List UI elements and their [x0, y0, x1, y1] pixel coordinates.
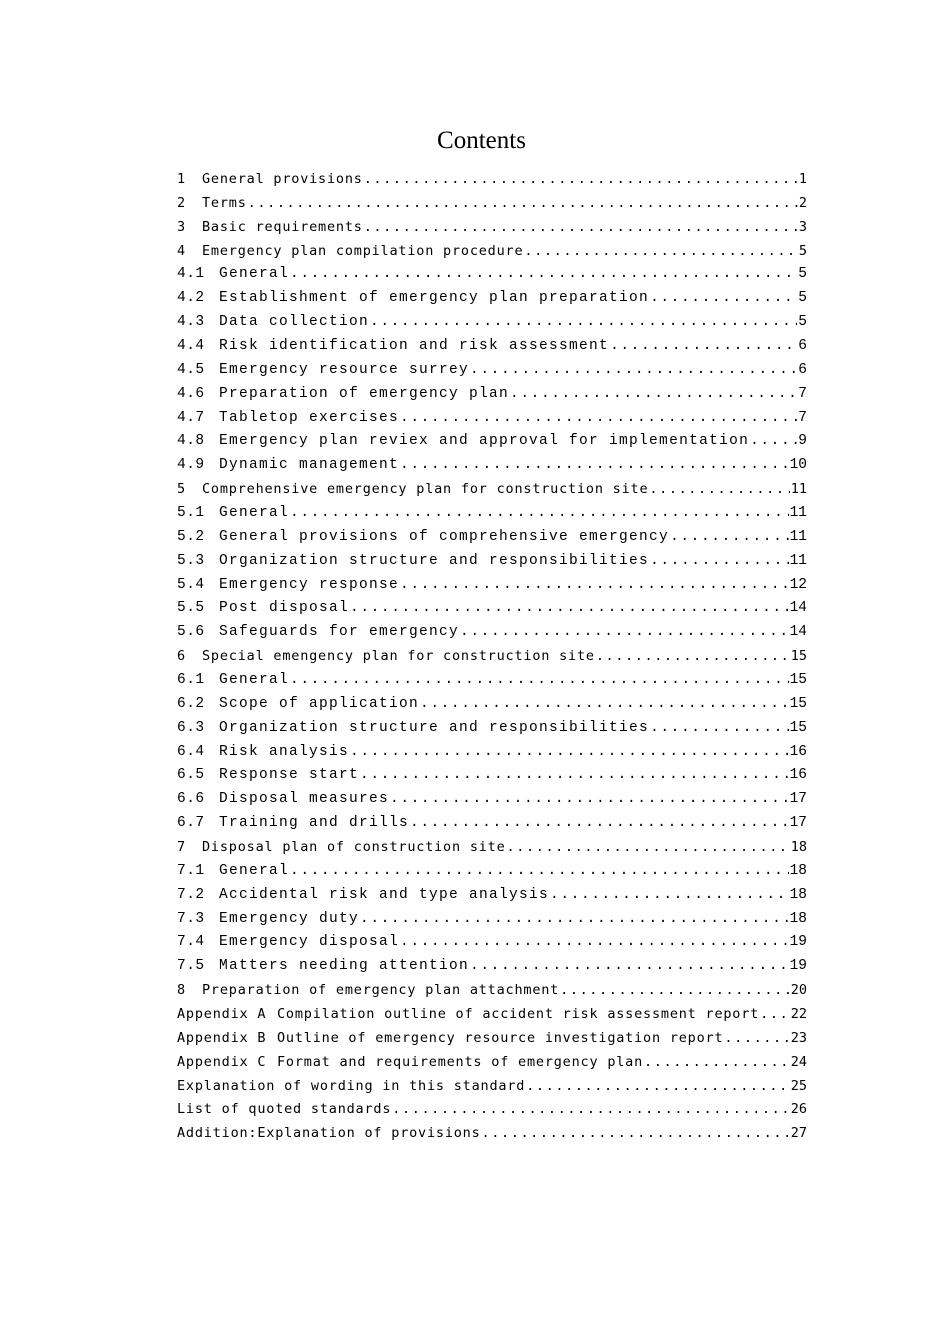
toc-entry-page: 23 [790, 1029, 807, 1046]
toc-entry-number: 4.1 [177, 266, 205, 283]
dot-leader [350, 744, 789, 760]
toc-entry-title: Dynamic management [219, 457, 400, 474]
toc-entry[interactable] [177, 907, 807, 931]
toc-entry-title: Scope of application [219, 695, 420, 712]
toc-entry[interactable] [177, 239, 807, 263]
toc-entry-number: 5.3 [177, 552, 205, 569]
dot-leader [750, 433, 797, 449]
toc-entry-title: Accidental risk and type analysis [219, 886, 550, 903]
toc-entry-title: Organization structure and responsibilities [219, 719, 650, 736]
toc-entry[interactable] [177, 1074, 807, 1098]
toc-entry-title: Terms [202, 194, 247, 211]
toc-entry-number: 5.2 [177, 528, 205, 545]
toc-entry[interactable] [177, 644, 807, 668]
toc-entry-title: Emergency response [219, 576, 400, 593]
toc-entry-page: 17 [789, 815, 807, 832]
toc-entry-number: 4.5 [177, 361, 205, 378]
toc-entry-number: 4.9 [177, 457, 205, 474]
toc-entry[interactable] [177, 716, 807, 740]
toc-entry-title: General provisions of comprehensive emergency [219, 528, 670, 545]
dot-leader [364, 171, 798, 187]
toc-entry[interactable] [177, 525, 807, 549]
toc-entry[interactable] [177, 334, 807, 358]
toc-entry-page: 15 [790, 648, 807, 665]
toc-entry[interactable] [177, 191, 807, 215]
toc-entry-number: 4.7 [177, 409, 205, 426]
toc-entry-page: 12 [789, 576, 807, 593]
dot-leader [550, 887, 789, 903]
toc-entry-page: 26 [790, 1101, 807, 1118]
toc-entry-page: 5 [798, 314, 807, 331]
toc-entry[interactable] [177, 1026, 807, 1050]
toc-entry-number: 7.4 [177, 934, 205, 951]
dot-leader [290, 863, 789, 879]
dot-leader [248, 195, 798, 211]
toc-entry-number: 6.1 [177, 671, 205, 688]
toc-entry-page: 15 [789, 695, 807, 712]
toc-entry-page: 18 [789, 886, 807, 903]
toc-entry-page: 18 [790, 838, 807, 855]
dot-leader [724, 1030, 789, 1046]
dot-leader [524, 243, 797, 259]
toc-entry-title: Risk identification and risk assessment [219, 337, 610, 354]
toc-entry-page: 14 [789, 600, 807, 617]
toc-entry-page: 3 [798, 218, 807, 235]
dot-leader [482, 1125, 790, 1141]
toc-entry-page: 11 [789, 504, 807, 521]
dot-leader [610, 338, 797, 354]
dot-leader [400, 457, 789, 473]
toc-entry[interactable] [177, 668, 807, 692]
toc-entry-page: 17 [789, 791, 807, 808]
toc-entry-number: 6 [177, 648, 186, 665]
toc-entry-number: 4.4 [177, 337, 205, 354]
toc-entry[interactable] [177, 883, 807, 907]
toc-entry-number: 2 [177, 194, 186, 211]
toc-entry[interactable] [177, 310, 807, 334]
toc-entry-number: 4.8 [177, 433, 205, 450]
toc-entry-page: 19 [789, 934, 807, 951]
toc-entry-page: 15 [789, 719, 807, 736]
toc-entry-page: 10 [789, 457, 807, 474]
toc-entry-page: 1 [798, 170, 807, 187]
toc-entry[interactable] [177, 215, 807, 239]
toc-entry-title: Comprehensive emergency plan for construction site [202, 481, 649, 498]
toc-entry-title: Explanation of wording in this standard [177, 1077, 526, 1094]
toc-entry[interactable] [177, 358, 807, 382]
toc-entry[interactable] [177, 1050, 807, 1074]
dot-leader [560, 982, 790, 998]
toc-entry-title: Disposal measures [219, 791, 390, 808]
dot-leader [650, 553, 789, 569]
toc-entry-page: 24 [790, 1053, 807, 1070]
toc-entry-page: 14 [789, 624, 807, 641]
dot-leader [400, 934, 789, 950]
dot-leader [350, 600, 789, 616]
toc-entry-page: 15 [789, 671, 807, 688]
dot-leader [360, 767, 789, 783]
toc-entry[interactable] [177, 620, 807, 644]
dot-leader [649, 481, 789, 497]
toc-entry-page: 5 [798, 290, 807, 307]
dot-leader [644, 1054, 790, 1070]
toc-entry-title: Preparation of emergency plan [219, 385, 510, 402]
toc-entry-title: Emergency resource surrey [219, 361, 470, 378]
toc-entry-number: 6.2 [177, 695, 205, 712]
toc-entry-page: 11 [789, 552, 807, 569]
toc-entry-page: 5 [798, 242, 807, 259]
toc-entry-page: 5 [798, 266, 807, 283]
toc-entry[interactable] [177, 167, 807, 191]
dot-leader [370, 314, 797, 330]
dot-leader [360, 911, 789, 927]
toc-entry[interactable] [177, 406, 807, 430]
toc-entry-number: Appendix B [177, 1029, 267, 1046]
toc-entry-page: 18 [789, 910, 807, 927]
toc-entry[interactable] [177, 596, 807, 620]
toc-entry[interactable] [177, 573, 807, 597]
toc-entry-number: 4 [177, 242, 186, 259]
toc-entry-title: Emergency plan reviex and approval for implementation [219, 433, 750, 450]
toc-entry-number: 5.1 [177, 504, 205, 521]
dot-leader [410, 815, 789, 831]
toc-entry[interactable] [177, 382, 807, 406]
toc-entry-title: Disposal plan of construction site [202, 838, 506, 855]
dot-leader [390, 791, 789, 807]
toc-entry[interactable] [177, 835, 807, 859]
toc-entry[interactable] [177, 501, 807, 525]
toc-entry[interactable] [177, 811, 807, 835]
toc-entry-title: Data collection [219, 314, 370, 331]
toc-entry-page: 20 [790, 982, 807, 999]
toc-entry[interactable] [177, 1098, 807, 1122]
toc-entry-number: 4.2 [177, 290, 205, 307]
toc-entry-page: 18 [789, 862, 807, 879]
table-of-contents [177, 167, 807, 1145]
toc-entry-number: 7.3 [177, 910, 205, 927]
dot-leader [650, 720, 789, 736]
toc-entry[interactable] [177, 740, 807, 764]
toc-entry-title: General [219, 504, 290, 521]
toc-entry-title: Training and drills [219, 815, 410, 832]
toc-entry-number: 5.4 [177, 576, 205, 593]
page-title: Contents [437, 127, 526, 154]
toc-entry-page: 7 [798, 409, 807, 426]
toc-entry[interactable] [177, 859, 807, 883]
toc-entry-page: 16 [789, 743, 807, 760]
toc-entry-number: 7.1 [177, 862, 205, 879]
toc-entry-page: 2 [798, 194, 807, 211]
toc-entry[interactable] [177, 286, 807, 310]
toc-entry-title: Emergency disposal [219, 934, 400, 951]
toc-entry-title: Post disposal [219, 600, 350, 617]
dot-leader [526, 1078, 790, 1094]
dot-leader [596, 648, 790, 664]
toc-entry-title: General [219, 671, 290, 688]
toc-entry-number: Appendix A [177, 1006, 267, 1022]
toc-entry-page: 27 [790, 1125, 807, 1142]
dot-leader [510, 386, 797, 402]
toc-entry-number: 6.6 [177, 791, 205, 808]
toc-entry[interactable] [177, 477, 807, 501]
dot-leader [460, 624, 789, 640]
toc-entry-title: Format and requirements of emergency plan [277, 1053, 644, 1070]
toc-entry-number: Appendix C [177, 1053, 267, 1070]
toc-entry[interactable] [177, 954, 807, 978]
toc-entry[interactable] [177, 453, 807, 477]
toc-entry[interactable] [177, 763, 807, 787]
toc-entry-title: Matters needing attention [219, 958, 470, 975]
toc-entry-number: 7.5 [177, 958, 205, 975]
toc-entry-title: Safeguards for emergency [219, 624, 460, 641]
toc-entry-title: Tabletop exercises [219, 409, 400, 426]
toc-entry[interactable] [177, 692, 807, 716]
dot-leader [470, 958, 789, 974]
dot-leader [290, 672, 789, 688]
dot-leader [470, 362, 797, 378]
toc-entry-title: Emergency plan compilation procedure [202, 242, 524, 259]
toc-entry-page: 11 [790, 481, 807, 498]
toc-entry-title: List of quoted standards [177, 1101, 392, 1118]
toc-entry-title: Preparation of emergency plan attachment [202, 982, 560, 999]
toc-entry[interactable] [177, 978, 807, 1002]
toc-entry-title: Compilation outline of accident risk assessment report [277, 1006, 760, 1022]
toc-entry-page: 6 [798, 361, 807, 378]
toc-entry-page: 22 [790, 1006, 807, 1022]
toc-entry-number: 5 [177, 481, 186, 498]
dot-leader [760, 1006, 790, 1022]
toc-entry-title: Special emengency plan for construction site [202, 648, 595, 665]
toc-entry-page: 9 [798, 433, 807, 450]
toc-entry-title: Organization structure and responsibilities [219, 552, 650, 569]
toc-entry[interactable] [177, 787, 807, 811]
toc-entry-number: 3 [177, 218, 186, 235]
toc-entry-number: 7 [177, 838, 186, 855]
toc-entry-number: 7.2 [177, 886, 205, 903]
dot-leader [650, 290, 797, 306]
toc-entry-page: 11 [789, 528, 807, 545]
toc-entry-title: Emergency duty [219, 910, 360, 927]
dot-leader [420, 696, 789, 712]
toc-entry-number: 5.5 [177, 600, 205, 617]
toc-entry-page: 7 [798, 385, 807, 402]
toc-entry-number: 6.4 [177, 743, 205, 760]
toc-entry-page: 16 [789, 767, 807, 784]
toc-entry[interactable] [177, 1121, 807, 1145]
toc-entry[interactable] [177, 931, 807, 955]
dot-leader [392, 1101, 789, 1117]
toc-entry[interactable] [177, 549, 807, 573]
toc-entry-title: Risk analysis [219, 743, 350, 760]
toc-entry-number: 6.7 [177, 815, 205, 832]
dot-leader [507, 839, 790, 855]
toc-entry[interactable] [177, 262, 807, 286]
toc-entry-number: 8 [177, 982, 186, 999]
toc-entry-title: General [219, 862, 290, 879]
toc-entry-number: 4.6 [177, 385, 205, 402]
dot-leader [400, 410, 797, 426]
dot-leader [670, 529, 789, 545]
toc-entry-number: 6.5 [177, 767, 205, 784]
toc-entry-page: 25 [790, 1077, 807, 1094]
toc-entry-title: Response start [219, 767, 360, 784]
toc-entry-title: Outline of emergency resource investigation report [277, 1029, 724, 1046]
toc-entry[interactable] [177, 1002, 807, 1026]
dot-leader [400, 577, 789, 593]
toc-entry[interactable] [177, 429, 807, 453]
dot-leader [290, 505, 789, 521]
toc-entry-page: 6 [798, 337, 807, 354]
toc-entry-title: General provisions [202, 170, 363, 187]
toc-entry-number: 5.6 [177, 624, 205, 641]
toc-entry-number: 4.3 [177, 314, 205, 331]
toc-entry-number: 6.3 [177, 719, 205, 736]
toc-entry-title: Establishment of emergency plan preparation [219, 290, 650, 307]
dot-leader [364, 219, 798, 235]
toc-entry-number: 1 [177, 170, 186, 187]
toc-entry-title: Addition:Explanation of provisions [177, 1125, 481, 1142]
toc-entry-title: General [219, 266, 290, 283]
dot-leader [290, 266, 797, 282]
toc-entry-title: Basic requirements [202, 218, 363, 235]
toc-entry-page: 19 [789, 958, 807, 975]
